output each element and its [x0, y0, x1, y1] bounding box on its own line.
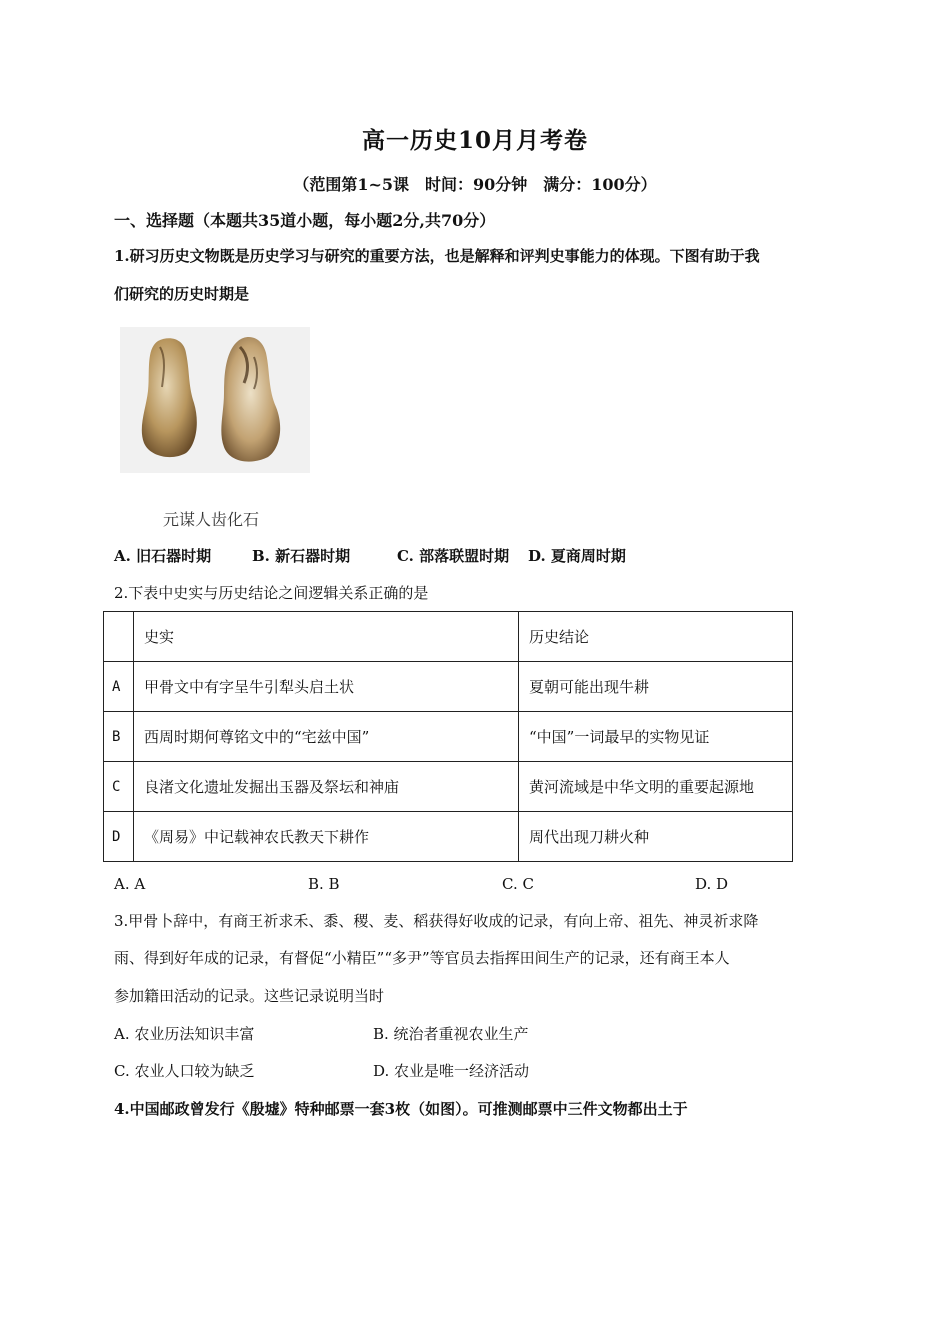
table-cell: 良渚文化遗址发掘出玉器及祭坛和神庙 — [134, 762, 519, 812]
table-row — [104, 762, 793, 812]
facts-conclusions-table — [103, 611, 793, 862]
q2-option-d: D. D — [695, 875, 729, 893]
table-cell: 甲骨文中有字呈牛引犁头启土状 — [134, 662, 519, 712]
q1-option-c: C. 部落联盟时期 — [397, 547, 510, 565]
table-header-row — [104, 612, 793, 662]
q1-option-b: B. 新石器时期 — [252, 547, 351, 565]
q3-option-c: C. 农业人口较为缺乏 — [114, 1062, 255, 1080]
table-cell: A — [104, 662, 134, 712]
table-cell: D — [104, 812, 134, 862]
table-header-cell: 历史结论 — [519, 612, 793, 662]
table-cell: C — [104, 762, 134, 812]
image-caption: 元谋人齿化石 — [163, 510, 260, 529]
section-heading: 一、选择题（本题共35道小题，每小题2分,共70分） — [114, 211, 496, 230]
q3-stem-line1: 3.甲骨卜辞中，有商王祈求禾、黍、稷、麦、稻获得好收成的记录，有向上帝、祖先、神灵祈求降 — [114, 912, 759, 930]
q3-option-d: D. 农业是唯一经济活动 — [373, 1062, 530, 1080]
q2-option-b: B. B — [308, 875, 340, 893]
q3-stem-line2: 雨、得到好年成的记录，有督促“小精臣”“多尹”等官员去指挥田间生产的记录，还有商王本人 — [114, 949, 730, 967]
q3-stem-line3: 参加籍田活动的记录。这些记录说明当时 — [114, 987, 385, 1005]
tooth-fossil-illustration — [120, 327, 310, 473]
q2-option-c: C. C — [502, 875, 534, 893]
q2-option-a: A. A — [114, 875, 146, 893]
table-cell: 黄河流域是中华文明的重要起源地 — [519, 762, 793, 812]
q1-option-d: D. 夏商周时期 — [528, 547, 626, 565]
q3-option-b: B. 统治者重视农业生产 — [373, 1025, 529, 1043]
q4-stem: 4.中国邮政曾发行《殷墟》特种邮票一套3枚（如图）。可推测邮票中三件文物都出土于 — [114, 1100, 688, 1118]
table-cell: “中国”一词最早的实物见证 — [519, 712, 793, 762]
table-header-cell — [104, 612, 134, 662]
q1-stem-line1: 1.研习历史文物既是历史学习与研究的重要方法，也是解释和评判史事能力的体现。下图有助于我 — [114, 247, 760, 265]
q2-stem: 2.下表中史实与历史结论之间逻辑关系正确的是 — [114, 584, 429, 602]
table-row — [104, 712, 793, 762]
q1-option-a: A. 旧石器时期 — [114, 547, 212, 565]
q3-option-a: A. 农业历法知识丰富 — [114, 1025, 255, 1043]
table-cell: B — [104, 712, 134, 762]
tooth-fossil-image — [120, 327, 310, 473]
table-row — [104, 812, 793, 862]
exam-subtitle: （范围第1~5课 时间：90分钟 满分：100分） — [293, 175, 657, 194]
table-cell: 周代出现刀耕火种 — [519, 812, 793, 862]
table-cell: 《周易》中记载神农氏教天下耕作 — [134, 812, 519, 862]
table-header-cell: 史实 — [134, 612, 519, 662]
exam-title: 高一历史10月月考卷 — [361, 127, 588, 154]
q1-stem-line2: 们研究的历史时期是 — [114, 285, 250, 303]
table-row — [104, 662, 793, 712]
table-cell: 西周时期何尊铭文中的“宅兹中国” — [134, 712, 519, 762]
table-cell: 夏朝可能出现牛耕 — [519, 662, 793, 712]
